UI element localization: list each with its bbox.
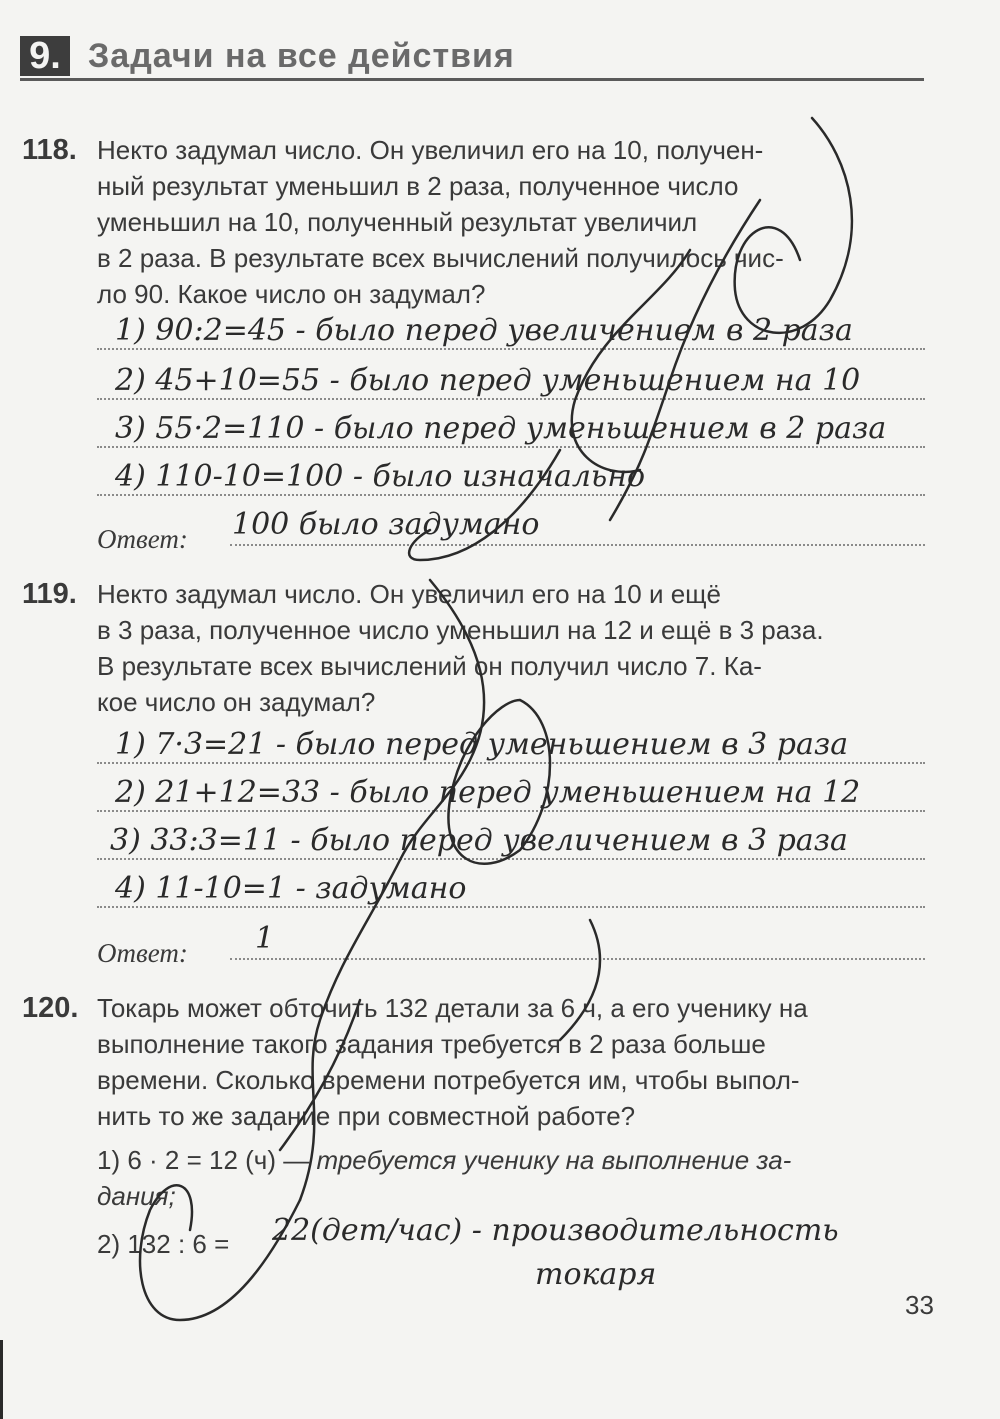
section-number: 9. <box>20 36 70 76</box>
scan-edge-mark <box>0 1340 3 1419</box>
text-line: Некто задумал число. Он увеличил его на 10, получен- <box>97 135 764 165</box>
text-line: уменьшил на 10, полученный результат увеличил <box>97 207 698 237</box>
handwritten-answer: 1 <box>255 921 275 956</box>
answer-label: Ответ: <box>97 524 188 554</box>
handwritten-step: 2) 21+12=33 - было перед уменьшением на 12 <box>115 775 861 810</box>
answer-label: Ответ: <box>97 938 188 968</box>
printed-step-1-note: требуется ученику на выполнение за- <box>316 1145 792 1175</box>
section-title: Задачи на все действия <box>88 37 515 75</box>
handwritten-step: 4) 110-10=100 - было изначально <box>115 459 646 494</box>
page-number: 33 <box>905 1290 934 1320</box>
problem-120-number: 120. <box>22 992 79 1024</box>
text-line: ный результат уменьшил в 2 раза, полученное число <box>97 171 739 201</box>
text-line: в 2 раза. В результате всех вычислений получилось чис- <box>97 243 784 273</box>
text-line: Некто задумал число. Он увеличил его на 10 и ещё <box>97 579 722 609</box>
printed-step-1-calc: 1) 6 · 2 = 12 (ч) — <box>97 1145 317 1175</box>
problem-118-number: 118. <box>22 134 77 166</box>
text-line: кое число он задумал? <box>97 687 376 717</box>
handwritten-step: 22(дет/час) - производительность <box>272 1213 839 1248</box>
text-line: выполнение такого задания требуется в 2 раза больше <box>97 1029 766 1059</box>
text-line: ло 90. Какое число он задумал? <box>97 279 486 309</box>
handwritten-step: 3) 33:3=11 - было перед увеличением в 3 раза <box>110 823 848 858</box>
text-line: времени. Сколько времени потребуется им, чтобы выпол- <box>97 1065 800 1095</box>
printed-step-1-note-cont: дания; <box>97 1181 176 1211</box>
problem-119-number: 119. <box>22 578 77 610</box>
text-line: Токарь может обточить 132 детали за 6 ч, а его ученику на <box>97 993 808 1023</box>
text-line: в 3 раза, полученное число уменьшил на 12 и ещё в 3 раза. <box>97 615 824 645</box>
handwritten-step: токаря <box>535 1257 657 1292</box>
handwritten-step: 2) 45+10=55 - было перед уменьшением на 10 <box>115 363 861 398</box>
text-line: В результате всех вычислений он получил число 7. Ка- <box>97 651 762 681</box>
text-line: нить то же задание при совместной работе? <box>97 1101 636 1131</box>
handwritten-step: 3) 55·2=110 - было перед уменьшением в 2 раза <box>115 411 887 446</box>
handwritten-step: 4) 11-10=1 - задумано <box>115 871 467 906</box>
printed-step-2: 2) 132 : 6 = <box>97 1229 230 1259</box>
handwritten-answer: 100 было задумано <box>232 507 540 542</box>
handwritten-step: 1) 90:2=45 - было перед увеличением в 2 раза <box>115 313 853 348</box>
handwritten-step: 1) 7·3=21 - было перед уменьшением в 3 раза <box>115 727 849 762</box>
